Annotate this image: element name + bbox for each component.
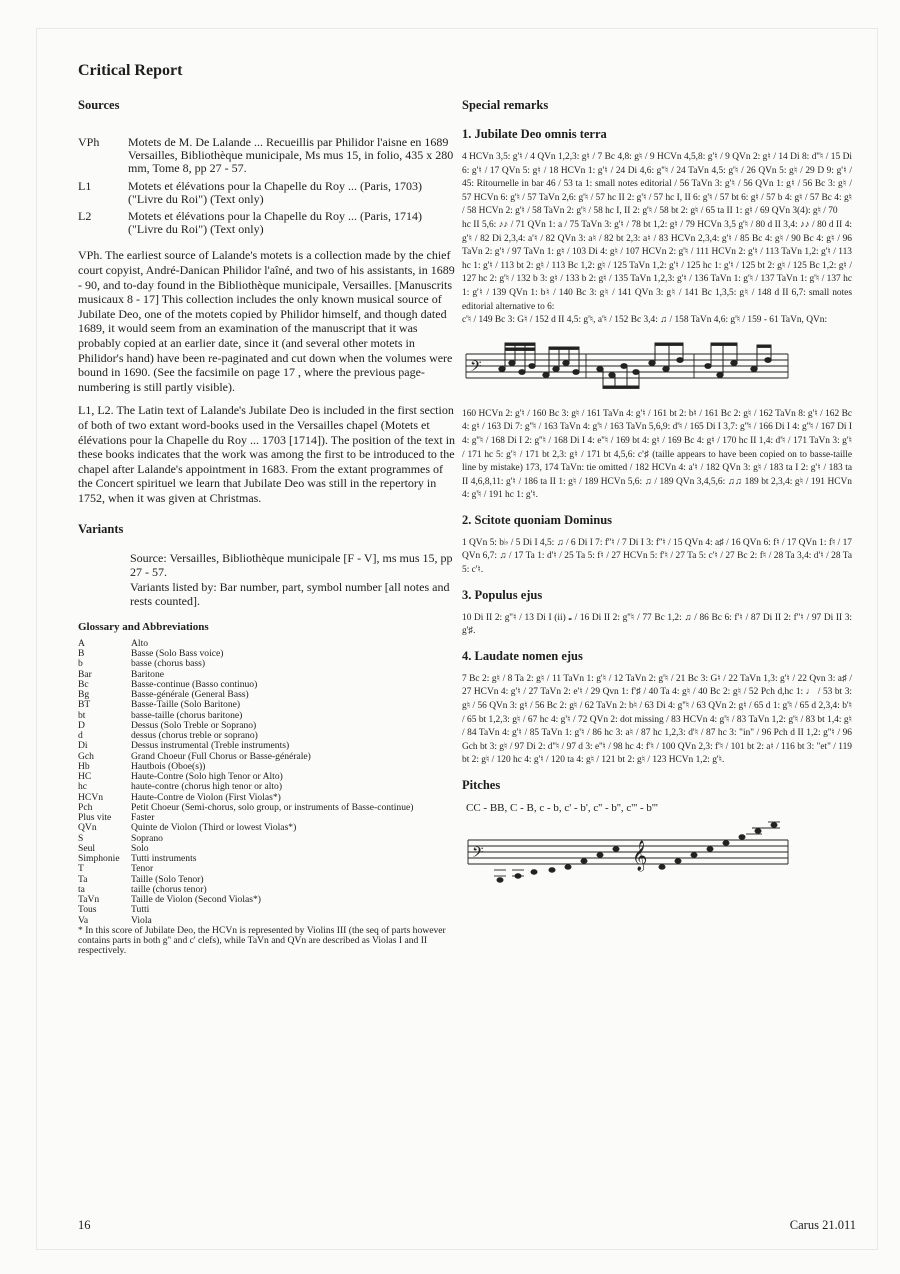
section-2-remarks: 1 QVn 5: b♭ / 5 Di I 4,5: ♫ / 6 Di I 7: f''♮ / 7 Di I 3: f''♮ / 15 QVn 4: a♯ / 16 QVn 6: f♮ / 17 QVn 1: f♮ / 17 QVn 6,7: ♫ / 17 Ta 1: d'♮ / 25 Ta 5: f♮ / 27 HCVn 5: f'♮ / 27 Ta 5: c'♮ / 27 Bc 2: f♮ / 28 Ta 3,4: d'♮ / 28 Ta 5: c'♮.	[462, 537, 852, 576]
treble-clef-icon: 𝄞	[632, 841, 648, 870]
glossary-definition: Haute-Contre de Violon (First Violas*)	[131, 791, 281, 803]
section-1-heading: 1. Jubilate Deo omnis terra	[462, 127, 607, 141]
glossary-definition: taille (chorus tenor)	[131, 883, 207, 895]
glossary-abbreviation: d	[78, 730, 83, 742]
right-column	[462, 98, 852, 889]
glossary-definition: Quinte de Violon (Third or lowest Violas*)	[131, 822, 297, 834]
page-title: Critical Report	[78, 62, 183, 79]
glossary-abbreviation: D	[78, 719, 85, 731]
glossary-abbreviation: Seul	[78, 842, 96, 854]
section-3-remarks: 10 Di II 2: g''♮ / 13 Di I (ii) 𝅝 / 16 Di II 2: g''♮ / 77 Bc 1,2: ♫ / 86 Bc 6: f'♮ / 87 Di II 2: f''♮ / 97 Di II 3: g'♯.	[462, 612, 852, 637]
glossary-abbreviation: ta	[78, 883, 85, 895]
glossary-definition: Soprano	[131, 832, 163, 844]
glossary-abbreviation: hc	[78, 781, 88, 793]
section-1-remarks-b: hc II 5,6: ♪♪ / 71 QVn 1: a / 75 TaVn 3: g'♮ / 78 bt 1,2: g♮ / 79 HCVn 3,5 g'♮ / 80 d II 3,4: ♪♪ / 80 d II 4: g'♮ / 82 Di 2,3,4: a'♮ / 82 QVn 3: a♮ / 82 bt 2,3: a♮ / 83 HCVn 2,3,4: g'♮ / 85 Bc 4: g♮ / 90 Bc 4: g♮ / 96 TaVn 2: g'♮ / 97 TaVn 1: g♮ / 103 Di 4: g♮ / 107 HCVn 2: g'♮ / 111 HCVn 2: g'♮ / 113 TaVn 1,2: g'♮ / 113 hc 1: g'♮ / 113 bt 2: g♮ / 113 Bc 1,2: g♮ / 125 TaVn 1,2: g'♮ / 125 hc 1: g'♮ / 125 bt 2: g♮ / 125 Bc 1,2: g♮ / 127 hc 2: g'♮ / 132 b 3: g♮ / 133 b 2: g♮ / 135 TaVn 1,2,3: g'♮ / 136 TaVn 1: g'♮ / 137 TaVn 1: g'♮ / 137 hc 1: g'♮ / 139 QVn 1: b♮ / 140 Bc 3: g♮ / 141 QVn 3: g♮ / 141 Bc 1,3,5: g♮ / 148 d II 6,7: small notes editorial alternative to 6:	[462, 219, 852, 312]
section-4-heading: 4. Laudate nomen ejus	[462, 648, 583, 663]
glossary-definition: Petit Choeur (Semi-chorus, solo group, or instruments of Basse-continue)	[131, 801, 414, 813]
glossary-definition: Haute-Contre (Solo high Tenor or Alto)	[131, 771, 283, 783]
source-description: Motets de M. De Lalande ... Recueillis par Philidor l'aisne en 1689 Versailles, Bibliothèque municipale, Ms mus 15, in folio, 435 x 280 mm, Tome 8, pp 27 - 57.	[128, 135, 454, 176]
glossary-definition: Basse-générale (General Bass)	[131, 689, 249, 701]
glossary-definition: Taille de Violon (Second Violas*)	[131, 894, 261, 906]
section-1-remarks-c: c'♮ / 149 Bc 3: G♮ / 152 d II 4,5: g'♮, a'♮ / 152 Bc 3,4: ♫ / 158 TaVn 4,6: g'♮ / 159 - 61 TaVn, QVn:	[462, 315, 828, 326]
glossary-list	[78, 639, 456, 926]
section-2-heading: 2. Scitote quoniam Dominus	[462, 512, 613, 527]
glossary-definition: Basse-continue (Basso continuo)	[131, 678, 258, 690]
glossary-definition: Tenor	[131, 863, 154, 875]
glossary-abbreviation: TaVn	[78, 894, 100, 906]
clef-icon: 𝄢	[470, 357, 482, 378]
glossary-definition: Faster	[131, 812, 155, 824]
bass-clef-icon: 𝄢	[472, 844, 484, 864]
glossary-abbreviation: HCVn	[78, 791, 104, 803]
glossary-definition: Tutti	[131, 904, 150, 916]
sources-paragraph-l1-l2: L1, L2. The Latin text of Lalande's Jubilate Deo is included in the first section of both of two extant word-books used in the Versailles chapel (Motets et élévations pour la Chapelle du Roy ... 1703 [1714]). The position of the text in these books indicates that the work was among the first to be introduced to the chapel after Lalande's appointment in 1683. From the extant programmes of the Concert spirituel we learn that Jubilate Deo was still in the repertory in 1752, when it was given at Christmas.	[78, 403, 456, 505]
glossary-footnote: * In this score of Jubilate Deo, the HCVn is represented by Violins III (the seq of parts however contains parts in both g'' and c' clefs), while TaVn and QVn are described as Violas I and II respectively.	[78, 924, 446, 957]
glossary-definition: Viola	[131, 914, 152, 926]
glossary-definition: Dessus (Solo Treble or Soprano)	[131, 719, 257, 731]
variants-method-line: Variants listed by: Bar number, part, symbol number [all notes and rests counted].	[130, 579, 450, 609]
variants-heading: Variants	[78, 521, 124, 536]
glossary-definition: dessus (chorus treble or soprano)	[131, 730, 258, 742]
glossary-definition: Dessus instrumental (Treble instruments)	[131, 740, 290, 752]
special-remarks-heading: Special remarks	[462, 98, 549, 112]
section-1-remarks-d: 160 HCVn 2: g'♮ / 160 Bc 3: g♮ / 161 TaVn 4: g'♮ / 161 bt 2: b♮ / 161 Bc 2: g♮ / 162 TaVn 8: g'♮ / 162 Bc 4: g♮ / 163 Di 7: g''♮ / 163 TaVn 4: g'♮ / 163 TaVn 5,6,9: d'♮ / 165 Di I 3,7: g''♮ / 166 Di I 4: g''♮ / 167 Di I 4: g''♮ / 168 Di I 2: g''♮ / 168 Di I 4: e''♮ / 169 bt 4: g♮ / 169 Bc 4: g♮ / 170 hc II 1,4: d'♮ / 171 TaVn 3: g'♮ / 171 hc 5: g'♮ / 171 bt 2,3: g♮ / 171 bt 4,5,6: c'♯ (taille appears to have been copied on to basse-taille line by mistake) 173, 174 TaVn: tie omitted / 182 HCVn 4: a'♮ / 182 QVn 3: g♮ / 183 ta I 2: g'♮ / 183 ta II 4,6,8,11: g'♮ / 186 ta II 1: g♮ / 189 HCVn 5,6: ♫ / 189 QVn 3,4,5,6: ♫♫ 189 bt 2,3,4: g♮ / 191 HCVn 4: g'♮ / 191 hc 1: g'♮.	[462, 408, 852, 501]
glossary-abbreviation: Bc	[78, 678, 89, 690]
glossary-abbreviation: Pch	[78, 801, 93, 813]
source-siglum: L2	[78, 209, 92, 224]
music-example-staff	[462, 334, 792, 398]
section-1-remarks-a: 4 HCVn 3,5: g'♮ / 4 QVn 1,2,3: g♮ / 7 Bc 4,8: g♮ / 9 HCVn 4,5,8: g'♮ / 9 QVn 2: g♮ / 14 Di 8: d''♮ / 15 Di 6: g'♮ / 17 QVn 5: g♮ / 18 HCVn 1: g'♮ / 24 Di 4,6: g''♮ / 24 TaVn 4,5: g'♮ / 26 QVn 5: g♮ / 29 D 9: g'♮ / 45: Ritournelle in bar 46 / 53 ta 1: small notes editorial / 56 TaVn 3: g'♮ / 56 QVn 1: g♮ / 56 Bc 3: g♮ / 57 HCVn 6: g'♮ / 57 TaVn 2,6: g'♮ / 57 hc II 2: g'♮ / 57 hc I, II 6: g'♮ / 57 bt 6: g♮ / 57 b 4: g♮ / 57 Bc 4: g♮ / 58 HCVn 2: g'♮ / 58 TaVn 2: g'♮ / 58 hc I, II 2: g'♮ / 58 bt 2: g♮ / 65 ta II 1: g♮ / 69 QVn 3(4): g♮ / 70	[462, 152, 852, 217]
glossary-abbreviation: Gch	[78, 750, 94, 762]
sources-heading: Sources	[78, 98, 120, 112]
source-entry	[78, 136, 456, 176]
glossary-abbreviation: b	[78, 658, 83, 670]
pitches-range-line: CC - BB, C - B, c - b, c' - b', c'' - b'', c''' - b'''	[466, 802, 658, 814]
source-siglum: VPh	[78, 135, 100, 149]
glossary-definition: Basse-Taille (Solo Baritone)	[131, 699, 241, 711]
glossary-definition: Tutti instruments	[131, 853, 197, 865]
glossary-definition: basse-taille (chorus baritone)	[131, 709, 243, 721]
source-entry	[78, 210, 456, 236]
variants-source-line: Source: Versailles, Bibliothèque municipale [F - V], ms mus 15, pp 27 - 57.	[130, 550, 453, 580]
glossary-definition: Taille (Solo Tenor)	[131, 873, 204, 885]
variants-block	[78, 551, 456, 609]
pitches-heading: Pitches	[462, 778, 501, 792]
glossary-abbreviation: Va	[78, 914, 89, 926]
source-siglum: L1	[78, 178, 92, 193]
source-entry	[78, 180, 456, 206]
glossary-abbreviation: A	[78, 637, 85, 649]
section-4-remarks: 7 Bc 2: g♮ / 8 Ta 2: g♮ / 11 TaVn 1: g'♮ / 12 TaVn 2: g'♮ / 21 Bc 3: G♮ / 22 TaVn 1,3: g'♮ / 22 Qvn 3: a♯ / 27 HCVn 4: g'♮ / 27 TaVn 2: e'♮ / 29 Qvn 1: f'♯ / 40 Ta 4: g♮ / 40 Bc 2: g♮ / 52 Pch d,hc 1: ♩ / 53 bt 3: g♮ / 56 QVn 3: g♮ / 56 Bc 2: g♮ / 62 TaVn 2: b♮ / 63 Di 4: g''♮ / 63 QVn 2: g♮ / 65 d 1: g'♮ / 65 d 2,3,4: b'♮ / 65 bt 1,2,3: g♮ / 67 hc 4: g'♮ / 72 QVn 2: dot missing / 83 HCVn 4: g'♮ / 83 TaVn 1,2: g'♮ / 83 bt 1,4: g♮ / 84 TaVn 4: g'♮ / 85 TaVn 1: g'♮ / 86 hc 3: a♮ / 87 hc 1,2,3: d'♮ / 87 hc 3: "in" / 96 Pch d II 1,2: g''♮ / 96 Gch bt 3: g♮ / 97 Di 2: d''♮ / 97 d 3: e''♮ / 98 hc 4: f'♮ / 100 QVn 2,3: f'♮ / 101 bt 2: a♮ / 116 bt 3: "et" / 119 bt 2: g♮ / 120 hc 4: g'♮ / 120 ta 4: g♮ / 121 bt 2: g♮ / 123 HCVn 1,2: g'♮.	[462, 673, 852, 766]
section-3-heading: 3. Populus ejus	[462, 587, 543, 602]
glossary-definition: Basse (Solo Bass voice)	[131, 648, 224, 660]
glossary-heading: Glossary and Abbreviations	[78, 620, 209, 633]
glossary-abbreviation: QVn	[78, 822, 97, 834]
glossary-abbreviation: B	[78, 648, 85, 660]
glossary-definition: Hautbois (Oboe(s))	[131, 760, 206, 772]
glossary-definition: Alto	[131, 637, 149, 649]
source-description: Motets et élévations pour la Chapelle du Roy ... (Paris, 1714) ("Livre du Roi") (Text only)	[128, 209, 422, 237]
left-column	[78, 62, 456, 957]
glossary-abbreviation: S	[78, 832, 84, 844]
glossary-abbreviation: HC	[78, 771, 92, 783]
glossary-abbreviation: Hb	[78, 760, 90, 772]
glossary-definition: haute-contre (chorus high tenor or alto)	[131, 781, 283, 793]
glossary-abbreviation: Simphonie	[78, 853, 120, 865]
glossary-abbreviation: Bar	[78, 668, 92, 680]
glossary-abbreviation: Bg	[78, 689, 90, 701]
pitches-staff	[462, 818, 792, 884]
glossary-abbreviation: Tous	[78, 904, 97, 916]
glossary-definition: Baritone	[131, 668, 165, 680]
glossary-definition: basse (chorus bass)	[131, 658, 206, 670]
sources-paragraph-vph: VPh. The earliest source of Lalande's motets is a collection made by the chief court copyist, André-Danican Philidor l'aîné, and two of his assistants, in 1689 - 90, and to-day found in the Bibliothèque municipale, Versailles. [Manuscrits musicaux 8 - 17] This collection includes the only known musical source of Jubilate Deo, one of the motets copied by Philidor himself, and though dated 1689, it would seem from an examination of the manuscript that it was probably copied at an earlier date, since it (and several other motets in Philidor's hand) have been re-paginated and cut down when the volumes were bound in 1690. (See the facsimile on page 17 , where the previous page-numbering is still partly visible).	[78, 248, 455, 394]
source-description: Motets et élévations pour la Chapelle du Roy ... (Paris, 1703) ("Livre du Roi") (Text only)	[128, 178, 422, 206]
glossary-abbreviation: T	[78, 863, 84, 875]
glossary-abbreviation: Ta	[78, 873, 88, 885]
glossary-abbreviation: BT	[78, 699, 91, 711]
glossary-abbreviation: bt	[78, 709, 86, 721]
footer-catalog-number: Carus 21.011	[789, 1218, 856, 1232]
glossary-abbreviation: Plus vite	[78, 812, 112, 824]
glossary-abbreviation: Di	[78, 740, 88, 752]
footer-page-number: 16	[78, 1218, 91, 1232]
glossary-definition: Grand Choeur (Full Chorus or Basse-générale)	[131, 750, 311, 762]
glossary-definition: Solo	[131, 842, 149, 854]
